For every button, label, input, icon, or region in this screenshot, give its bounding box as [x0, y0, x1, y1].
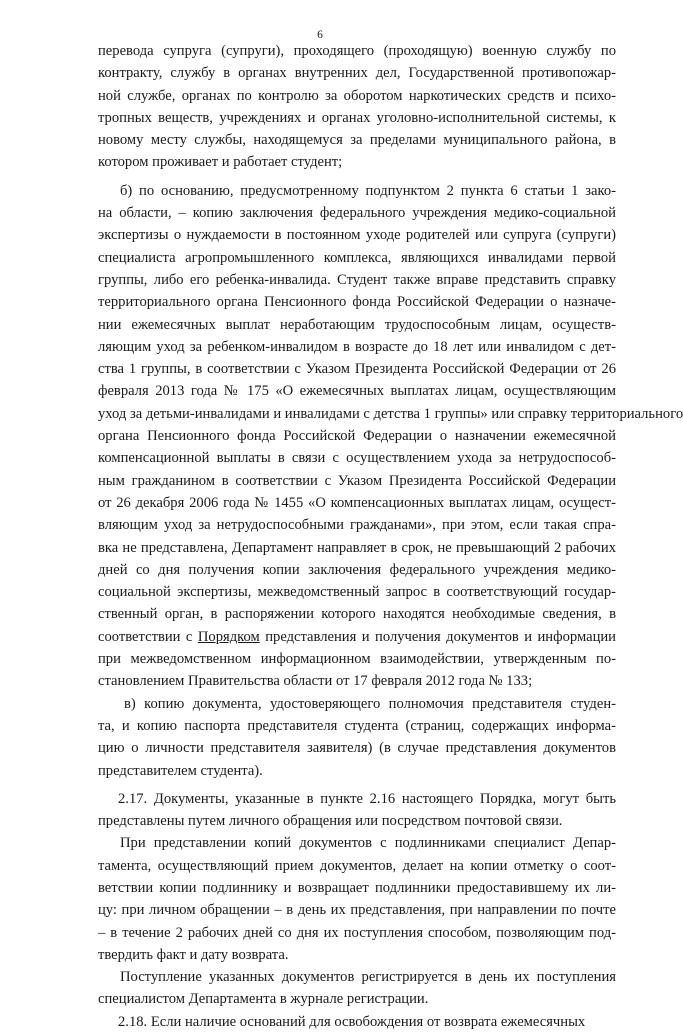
text-line: социальной экспертизы, межведомственный запрос в соответствующий государ- [98, 584, 616, 601]
text-line: в) копию документа, удостоверяющего полномочия представителя студен- [124, 695, 616, 712]
text-line: ляющим уход за ребенком-инвалидом в возрасте до 18 лет или инвалидом с дет- [98, 338, 616, 355]
text-line: вляющим уход за нетрудоспособными гражданами», при этом, если такая спра- [98, 517, 616, 534]
paragraph [98, 966, 616, 1011]
page-number: 6 [317, 29, 323, 41]
paragraph [98, 180, 683, 693]
text-line: Поступление указанных документов регистрируется в день их поступления [120, 969, 616, 986]
text-line: твердить факт и дату возврата. [98, 946, 289, 963]
text-line: цию о личности представителя заявителя) (в случае представления документов [98, 740, 616, 757]
paragraph [98, 1011, 616, 1033]
text-line: новому месту службы, находящемуся за пределами муниципального района, в [98, 132, 616, 149]
text-line: 2.18. Если наличие оснований для освобождения от возврата ежемесячных [118, 1013, 586, 1030]
text-line: компенсационной выплаты в связи с осуществлением ухода за нетрудоспособ- [98, 450, 616, 467]
text-line: 2.17. Документы, указанные в пункте 2.16 настоящего Порядка, могут быть [118, 790, 616, 807]
text-line: ветствии копии подлиннику и возвращает подлинники предоставившему их ли- [98, 879, 616, 896]
text-line: тамента, осуществляющий прием документов, делает на копии отметку о соот- [98, 857, 616, 874]
text-line: на области, – копию заключения федерального учреждения медико-социальной [98, 205, 616, 222]
text-line: перевода супруга (супруги), проходящего (проходящую) военную службу по [98, 43, 616, 59]
order-link[interactable]: Порядком [197, 628, 260, 645]
text-line: территориального органа Пенсионного фонда Российской Федерации о назначе- [98, 294, 616, 311]
text-line: – в течение 2 рабочих дней со дня их поступления способом, позволяющим под- [98, 924, 616, 941]
text-line: дней со дня получения копии заключения федерального учреждения медико- [98, 561, 616, 578]
text-line: специалиста агропромышленного комплекса, являющихся инвалидами первой [98, 249, 616, 266]
text-line: ственный орган, в распоряжении которого находятся необходимые сведения, в [98, 606, 616, 623]
text-line: представлены путем личного обращения или посредством почтовой связи. [98, 813, 563, 830]
text-line: контракту, службу в органах внутренних дел, Государственной противопожар- [98, 65, 616, 82]
text-line: ства 1 группы, в соответствии с Указом Президента Российской Федерации от 26 [98, 361, 616, 378]
text-line: становлением Правительства области от 17 февраля 2012 года № 133; [98, 673, 533, 690]
text-line: специалистом Департамента в журнале регистрации. [98, 991, 429, 1008]
document-body [98, 40, 683, 1033]
text-line: ной службе, органах по контролю за оборотом наркотических средств и психо- [98, 87, 616, 104]
text-line: При представлении копий документов с подлинниками специалист Депар- [120, 835, 616, 852]
text-line: от 26 декабря 2006 года № 1455 «О компенсационных выплатах лицам, осущест- [98, 494, 616, 511]
text-line: при межведомственном информационном взаимодействии, утвержденным по- [98, 651, 616, 668]
text-line: органа Пенсионного фонда Российской Федерации о назначении ежемесячной [98, 428, 616, 445]
text-line: экспертизы о нуждаемости в постоянном уходе родителей или супруга (супруги) [98, 227, 616, 244]
text-line: тропных веществ, учреждениях и органах уголовно-исполнительной системы, к [98, 109, 616, 126]
paragraph [98, 693, 616, 782]
text-line: б) по основанию, предусмотренному подпунктом 2 пункта 6 статьи 1 зако- [120, 182, 616, 199]
text-line: представителем студента). [98, 762, 263, 779]
text-line: цу: при личном обращении – в день их представления, при направлении по почте [98, 902, 616, 919]
text-line: февраля 2013 года № 175 «О ежемесячных выплатах лицам, осуществляющим [98, 383, 616, 400]
text-line: ным гражданином в соответствии с Указом Президента Российской Федерации [98, 472, 616, 489]
paragraph [98, 832, 616, 966]
text-line: группы, либо его ребенка-инвалида. Студент также вправе представить справку [98, 271, 616, 288]
text-line: соответствии с Порядком представления и получения документов и информации [98, 628, 616, 645]
text-line: нии ежемесячных выплат неработающим трудоспособным лицам, осуществ- [98, 316, 616, 333]
text-line: уход за детьми-инвалидами и инвалидами с детства 1 группы» или справку территориального [98, 405, 683, 422]
text-line: вка не представлена, Департамент направляет в срок, не превышающий 2 рабочих [98, 539, 616, 556]
paragraph [98, 40, 616, 174]
text-line: та, и копию паспорта представителя студента (страниц, содержащих информа- [98, 717, 616, 734]
text-line: котором проживает и работает студент; [98, 154, 343, 171]
paragraph [98, 788, 616, 833]
